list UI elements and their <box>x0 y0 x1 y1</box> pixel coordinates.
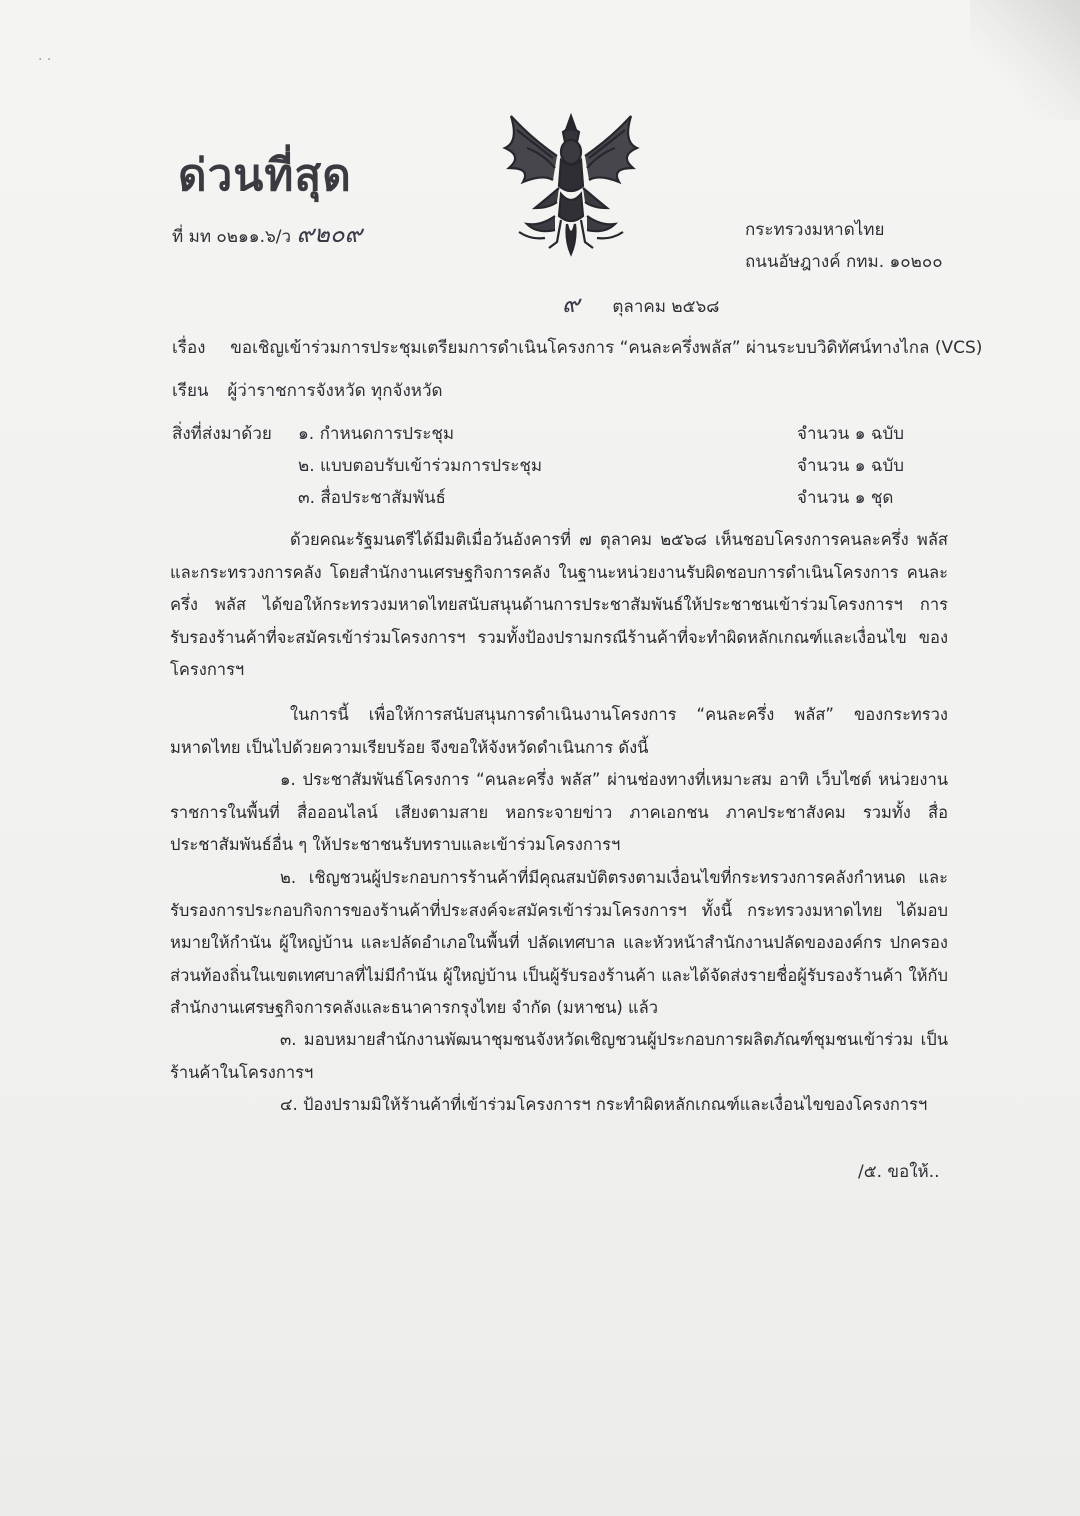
enclosure-item-3: ๓. สื่อประชาสัมพันธ์ <box>298 488 446 508</box>
document-date <box>562 292 719 316</box>
action-item-3 <box>170 1024 948 1089</box>
body-paragraph-1 <box>170 524 948 687</box>
action-item-1-text: ๑. ประชาสัมพันธ์โครงการ “คนละครึ่ง พลัส” ผ่านช่องทางที่เหมาะสม อาทิ เว็บไซต์ หน่วยงานราชการในพื้นที่ สื่อออนไลน์ เสียงตามสาย หอกระจายข่าว ภาคเอกชน ภาคประชาสังคม รวมทั้ง สื่อประชาสัมพันธ์อื่น ๆ ให้ประชาชนรับทราบและเข้าร่วมโครงการฯ <box>170 770 948 854</box>
doc-number-prefix: ที่ มท ๐๒๑๑.๖/ว <box>172 227 292 247</box>
urgency-heading: ด่วนที่สุด <box>178 150 352 201</box>
recipient-text: ผู้ว่าราชการจังหวัด ทุกจังหวัด <box>227 381 443 401</box>
enclosure-qty-1: จำนวน ๑ ฉบับ <box>797 424 905 444</box>
paragraph-2-text: ในการนี้ เพื่อให้การสนับสนุนการดำเนินงานโครงการ “คนละครึ่ง พลัส” ของกระทรวงมหาดไทย เป็นไปด้วยความเรียบร้อย จึงขอให้จังหวัดดำเนินการ ดังนี้ <box>170 705 948 757</box>
action-item-3-text: ๓. มอบหมายสำนักงานพัฒนาชุมชนจังหวัดเชิญชวนผู้ประกอบการผลิตภัณฑ์ชุมชนเข้าร่วม เป็นร้านค้าในโครงการฯ <box>170 1030 948 1082</box>
garuda-emblem-icon <box>497 108 645 260</box>
enclosure-qty-3: จำนวน ๑ ชุด <box>797 488 894 508</box>
subject-text: ขอเชิญเข้าร่วมการประชุมเตรียมการดำเนินโครงการ “คนละครึ่งพลัส” ผ่านระบบวิดิทัศน์ทางไกล (VCS) <box>230 338 983 358</box>
ministry-address: ถนนอัษฎางค์ กทม. ๑๐๒๐๐ <box>745 252 943 272</box>
enclosure-item-2: ๒. แบบตอบรับเข้าร่วมการประชุม <box>298 456 543 476</box>
enclosure-item-1: ๑. กำหนดการประชุม <box>298 424 455 444</box>
enclosure-qty-2: จำนวน ๑ ฉบับ <box>797 456 905 476</box>
body-paragraph-2 <box>170 699 948 764</box>
date-month-year: ตุลาคม ๒๕๖๘ <box>612 297 720 317</box>
action-item-2 <box>170 862 948 1025</box>
paper-marks: · · <box>38 52 52 68</box>
date-day-handwritten: ๙ <box>562 290 580 318</box>
doc-number <box>172 222 362 246</box>
next-page-reference: /๕. ขอให้.. <box>858 1162 940 1182</box>
doc-number-handwritten: ๙๒๐๙ <box>296 220 363 248</box>
ministry-name: กระทรวงมหาดไทย <box>745 220 885 240</box>
paragraph-1-text: ด้วยคณะรัฐมนตรีได้มีมติเมื่อวันอังคารที่ ๗ ตุลาคม ๒๕๖๘ เห็นชอบโครงการคนละครึ่ง พลัส และกระทรวงการคลัง โดยสำนักงานเศรษฐกิจการคลัง ในฐานะหน่วยงานรับผิดชอบการดำเนินโครงการ คนละครึ่ง พลัส ได้ขอให้กระทรวงมหาดไทยสนับสนุนด้านการประชาสัมพันธ์ให้ประชาชนเข้าร่วมโครงการฯ การรับรองร้านค้าที่จะสมัครเข้าร่วมโครงการฯ รวมทั้งป้องปรามกรณีร้านค้าที่จะทำผิดหลักเกณฑ์และเงื่อนไข ของโครงการฯ <box>170 530 948 679</box>
recipient-line <box>172 383 443 400</box>
enclosures-label: สิ่งที่ส่งมาด้วย <box>172 424 272 444</box>
subject-line <box>172 340 982 357</box>
subject-label: เรื่อง <box>172 338 206 358</box>
page-fold-shadow <box>970 0 1080 120</box>
action-item-4 <box>170 1089 948 1122</box>
recipient-label: เรียน <box>172 381 209 401</box>
action-item-2-text: ๒. เชิญชวนผู้ประกอบการร้านค้าที่มีคุณสมบัติตรงตามเงื่อนไขที่กระทรวงการคลังกำหนด และรับรองการประกอบกิจการของร้านค้าที่ประสงค์จะสมัครเข้าร่วมโครงการฯ ทั้งนี้ กระทรวงมหาดไทย ได้มอบหมายให้กำนัน ผู้ใหญ่บ้าน และปลัดอำเภอในพื้นที่ ปลัดเทศบาล และหัวหน้าสำนักงานปลัดขององค์กร ปกครองส่วนท้องถิ่นในเขตเทศบาลที่ไม่มีกำนัน ผู้ใหญ่บ้าน เป็นผู้รับรองร้านค้า และได้จัดส่งรายชื่อผู้รับรองร้านค้า ให้กับสำนักงานเศรษฐกิจการคลังและธนาคารกรุงไทย จำกัด (มหาชน) แล้ว <box>170 868 948 1017</box>
action-item-1 <box>170 764 948 862</box>
action-item-4-text: ๔. ป้องปรามมิให้ร้านค้าที่เข้าร่วมโครงการฯ กระทำผิดหลักเกณฑ์และเงื่อนไขของโครงการฯ <box>280 1095 928 1114</box>
